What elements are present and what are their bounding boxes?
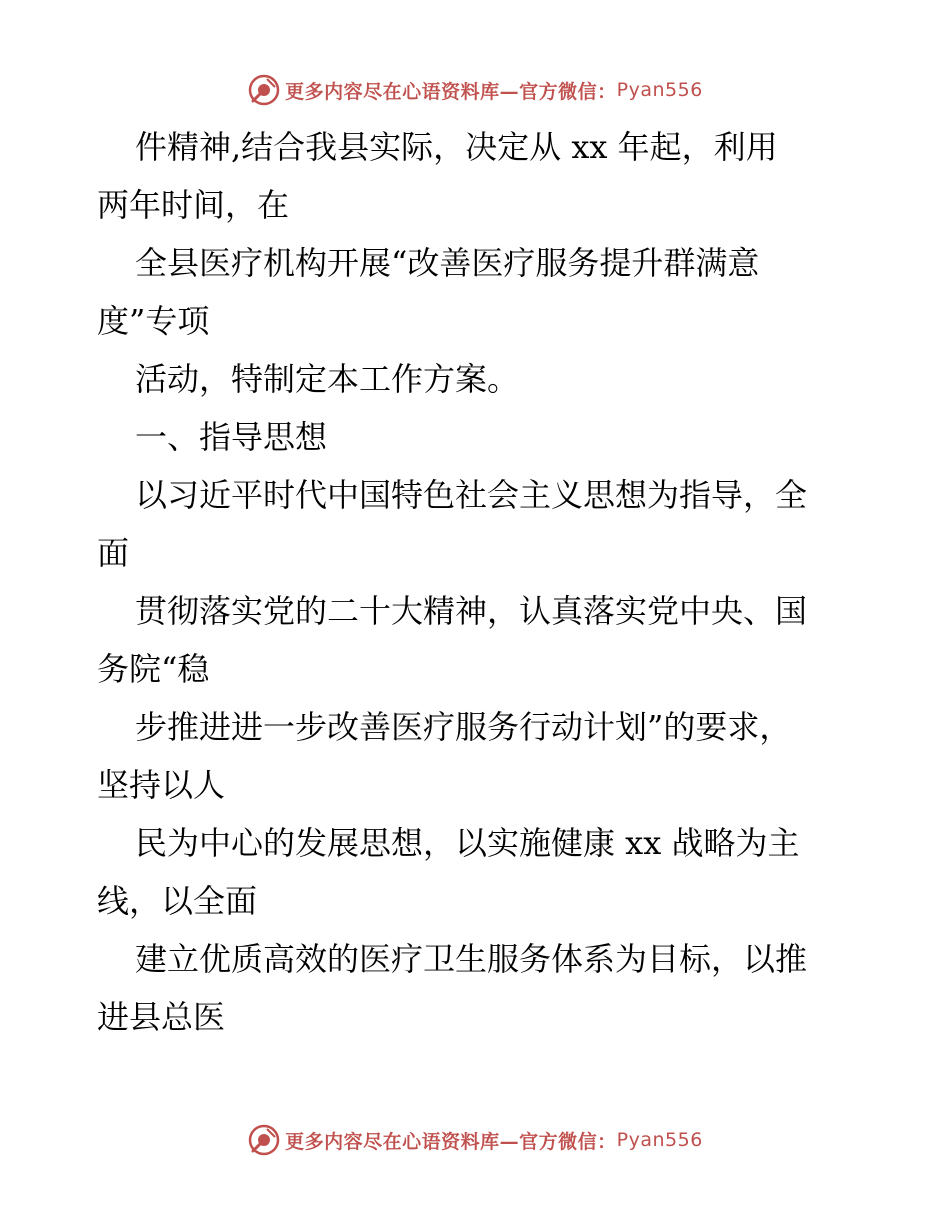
text-line: 建立优质高效的医疗卫生服务体系为目标，以推 [135, 940, 808, 978]
text-line: 线，以全面 [97, 882, 258, 920]
section-heading: 一、指导思想 [135, 418, 328, 456]
watermark-handle: Pyan556 [616, 79, 703, 101]
text-line: 步推进进一步改善医疗服务行动计划”的要求， [135, 708, 792, 746]
header-watermark [0, 70, 950, 110]
text-line: 两年时间，在 [97, 186, 290, 224]
text-line: 贯彻落实党的二十大精神，认真落实党中央、国 [135, 592, 808, 630]
text-line: 面 [97, 534, 130, 572]
text-line: 以习近平时代中国特色社会主义思想为指导，全 [135, 476, 808, 514]
text-line: 进县总医 [97, 998, 226, 1036]
watermark-handle: Pyan556 [616, 1129, 703, 1151]
text-line: 活动，特制定本工作方案。 [135, 360, 520, 398]
text-line: 件精神,结合我县实际，决定从 xx 年起，利用 [135, 128, 778, 166]
text-line: 坚持以人 [97, 766, 226, 804]
pen-logo-icon [247, 1123, 281, 1157]
watermark-text: 更多内容尽在心语资料库—官方微信： [285, 80, 617, 103]
text-line: 度”专项 [97, 302, 210, 340]
text-line: 全县医疗机构开展“改善医疗服务提升群满意 [135, 244, 760, 282]
footer-watermark [0, 1120, 950, 1160]
pen-logo-icon [247, 73, 281, 107]
document-body [97, 118, 857, 1046]
text-line: 民为中心的发展思想，以实施健康 xx 战略为主 [135, 824, 800, 862]
watermark-text: 更多内容尽在心语资料库—官方微信： [285, 1130, 617, 1153]
text-line: 务院“稳 [97, 650, 210, 688]
